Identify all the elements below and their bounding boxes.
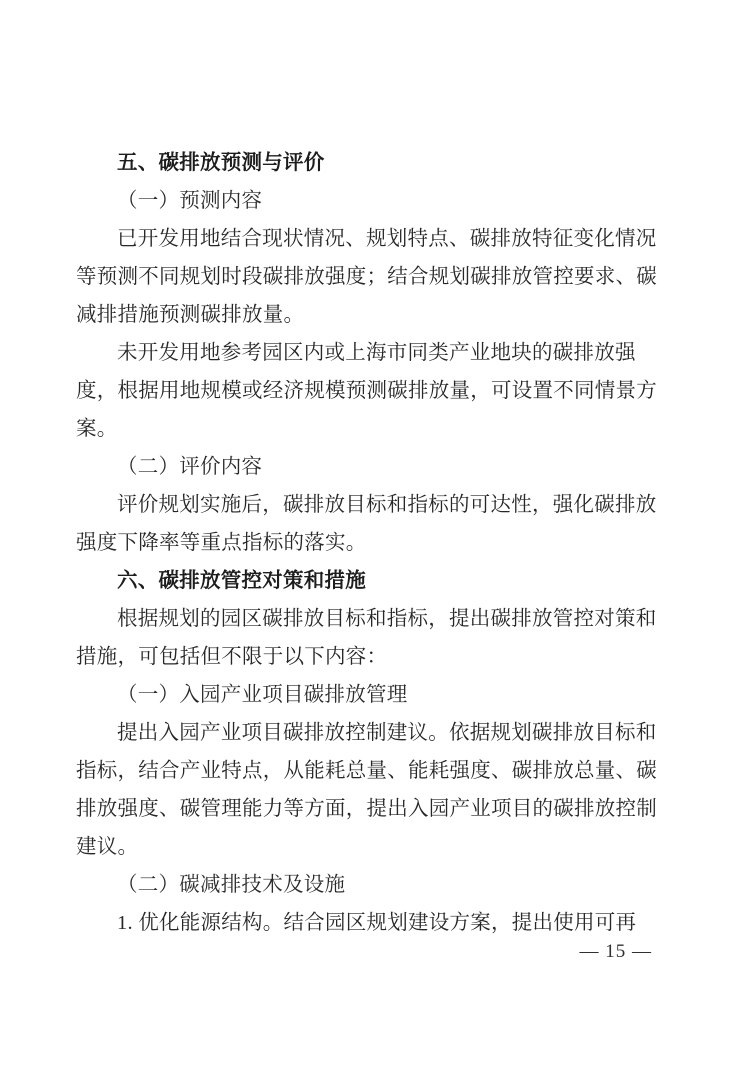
paragraph-line: 强度下降率等重点指标的落实。 <box>76 532 367 554</box>
paragraph-line: 提出入园产业项目碳排放控制建议。依据规划碳排放目标和 <box>117 722 657 744</box>
paragraph-line: 建议。 <box>76 836 139 858</box>
document-page <box>76 144 658 942</box>
paragraph-line: 1. 优化能源结构。结合园区规划建设方案，提出使用可再 <box>117 912 637 934</box>
paragraph-line: 排放强度、碳管理能力等方面，提出入园产业项目的碳排放控制 <box>76 798 657 820</box>
page-number: — 15 — <box>579 941 652 962</box>
paragraph-line: 未开发用地参考园区内或上海市同类产业地块的碳排放强 <box>117 342 636 364</box>
section-heading: 五、碳排放预测与评价 <box>117 151 325 174</box>
section-heading: 六、碳排放管控对策和措施 <box>117 569 366 592</box>
paragraph-line: 等预测不同规划时段碳排放强度；结合规划碳排放管控要求、碳 <box>76 266 657 288</box>
paragraph-line: 度，根据用地规模或经济规模预测碳排放量，可设置不同情景方 <box>76 380 657 402</box>
paragraph-line: 减排措施预测碳排放量。 <box>76 304 305 326</box>
paragraph-line: 指标，结合产业特点，从能耗总量、能耗强度、碳排放总量、碳 <box>76 760 657 782</box>
sub-section-heading: （一）预测内容 <box>117 190 263 212</box>
paragraph-line: 评价规划实施后，碳排放目标和指标的可达性，强化碳排放 <box>117 494 657 516</box>
sub-section-heading: （一）入园产业项目碳排放管理 <box>117 684 408 706</box>
paragraph-line: 案。 <box>76 418 118 440</box>
sub-section-heading: （二）评价内容 <box>117 456 263 478</box>
paragraph-line: 根据规划的园区碳排放目标和指标，提出碳排放管控对策和 <box>117 608 657 630</box>
sub-section-heading: （二）碳减排技术及设施 <box>117 874 346 896</box>
paragraph-line: 措施，可包括但不限于以下内容： <box>76 646 388 668</box>
paragraph-line: 已开发用地结合现状情况、规划特点、碳排放特征变化情况 <box>117 228 657 250</box>
